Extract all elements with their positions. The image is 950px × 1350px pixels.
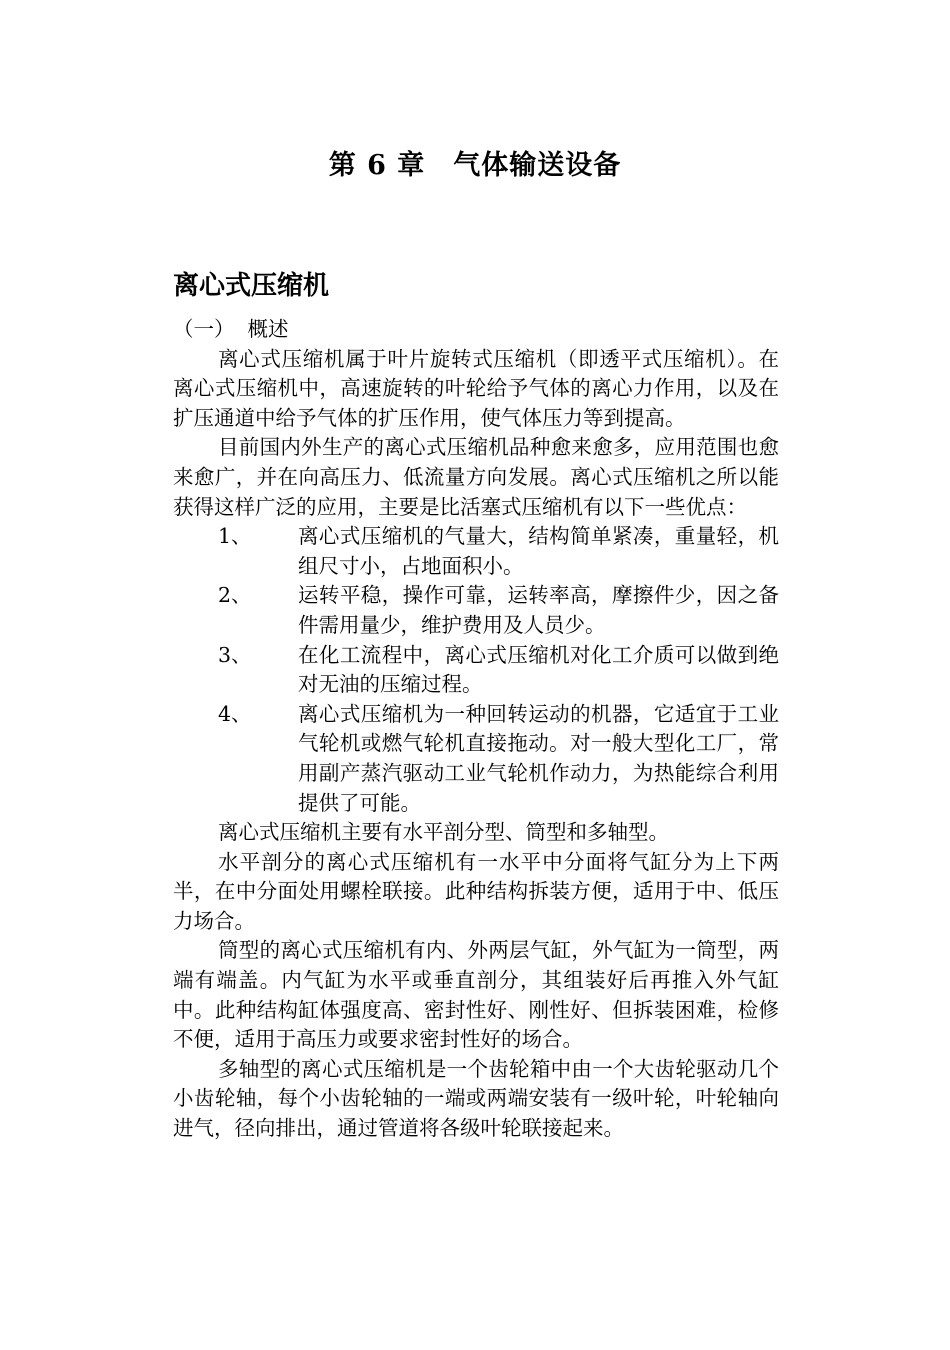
list-item-text: 运转平稳，操作可靠，运转率高，摩擦件少，因之备件需用量少，维护费用及人员少。: [298, 583, 779, 637]
list-item: [173, 581, 779, 640]
section-title: 离心式压缩机: [173, 271, 330, 301]
paragraph-intro-1: 离心式压缩机属于叶片旋转式压缩机（即透平式压缩机）。在离心式压缩机中，高速旋转的叶轮给予气体的离心力作用，以及在扩压通道中给予气体的扩压作用，使气体压力等到提高。: [173, 346, 779, 430]
advantages-list: [173, 522, 779, 818]
list-item-number: 1、: [218, 524, 252, 549]
list-item-number: 3、: [218, 642, 252, 667]
paragraph-types-3: 筒型的离心式压缩机有内、外两层气缸，外气缸为一筒型，两端有端盖。内气缸为水平或垂直剖分，其组装好后再推入外气缸中。此种结构缸体强度高、密封性好、刚性好、但拆装困难，检修不便，适用于高压力或要求密封性好的场合。: [173, 938, 779, 1052]
list-item-number: 4、: [218, 701, 252, 726]
list-item-text: 离心式压缩机的气量大，结构简单紧凑，重量轻，机组尺寸小，占地面积小。: [298, 524, 779, 578]
list-item: [173, 641, 779, 700]
list-item-text: 离心式压缩机为一种回转运动的机器，它适宜于工业气轮机或燃气轮机直接拖动。对一般大型化工厂，常用副产蒸汽驱动工业气轮机作动力，为热能综合利用提供了可能。: [298, 701, 779, 815]
paragraph-types-4: 多轴型的离心式压缩机是一个齿轮箱中由一个大齿轮驱动几个小齿轮轴，每个小齿轮轴的一端或两端安装有一级叶轮，叶轮轴向进气，径向排出，通过管道将各级叶轮联接起来。: [173, 1056, 779, 1141]
list-item: [173, 700, 779, 818]
paragraph-types-2: 水平剖分的离心式压缩机有一水平中分面将气缸分为上下两半，在中分面处用螺栓联接。此种结构拆装方便，适用于中、低压力场合。: [173, 849, 779, 933]
list-item: [173, 522, 779, 581]
paragraph-intro-2: 目前国内外生产的离心式压缩机品种愈来愈多，应用范围也愈来愈广，并在向高压力、低流量方向发展。离心式压缩机之所以能获得这样广泛的应用，主要是比活塞式压缩机有以下一些优点：: [173, 435, 779, 519]
chapter-title: 第 6 章 气体输送设备: [328, 150, 622, 181]
subsection-heading: （一） 概述: [173, 317, 289, 341]
paragraph-types-1: 离心式压缩机主要有水平剖分型、筒型和多轴型。: [218, 820, 669, 845]
list-item-number: 2、: [218, 583, 252, 608]
body-text: [173, 315, 779, 1144]
list-item-text: 在化工流程中，离心式压缩机对化工介质可以做到绝对无油的压缩过程。: [298, 642, 779, 697]
